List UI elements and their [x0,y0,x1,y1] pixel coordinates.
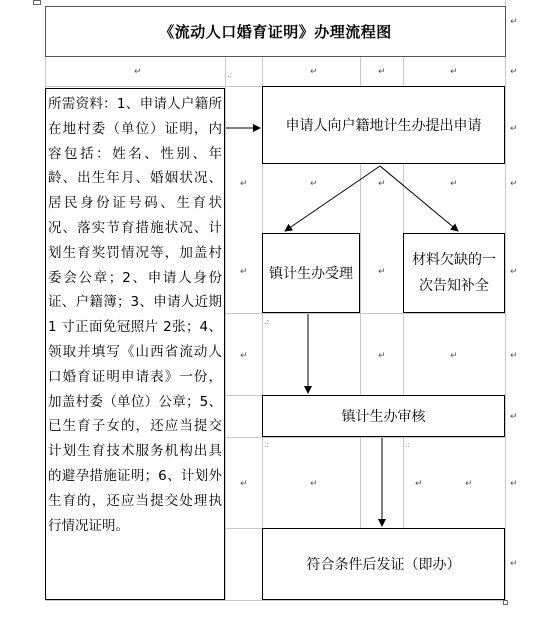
paragraph-mark: ↵ [310,67,318,77]
flow-step-incomplete-label: 材料欠缺的一次告知补全 [412,252,496,294]
cell-marker: .: [405,440,411,449]
table-end-marker [503,600,508,605]
cell-marker: .: [227,70,233,79]
paragraph-mark: ↵ [240,351,248,361]
paragraph-mark: ↵ [510,267,518,277]
flow-step-review-label: 镇计生办审核 [341,409,426,425]
paragraph-mark: ↵ [465,479,473,489]
paragraph-mark: ↵ [510,559,518,569]
paragraph-mark: ↵ [450,67,458,77]
cell-marker: .: [264,440,270,449]
paragraph-mark: ↵ [134,67,142,77]
paragraph-mark: ↵ [378,179,386,189]
flow-step-apply-label: 申请人向户籍地计生办提出申请 [285,118,482,134]
paragraph-mark: ↵ [310,479,318,489]
paragraph-mark: ↵ [510,124,518,134]
flow-step-issue-label: 符合条件后发证（即办） [306,557,461,573]
flow-step-accept-label: 镇计生办受理 [269,266,353,282]
requirements-text: 所需资料：1、申请人户籍所在地村委（单位）证明，内容包括：姓名、性别、年龄、出生年月、婚姻状况、居民身份证号码、生育状况、落实节育措施状况、计划生育奖罚情况等，加盖村委会公章；2、申请人身份证、户籍簿；3、申请人近期 1 寸正面免冠照片 2张；4、领取并填写《山西省流动人口婚育证明申请表》一份，加盖村委（单位）公章；5、已生育子女的，还应当提交计划生育技术服务机构出具的避孕措施证明；6、计划外生育的，还应当提交处理执行情况证明。 [48,96,222,534]
paragraph-mark: ↵ [240,179,248,189]
paragraph-mark: ↵ [510,412,518,422]
paragraph-mark: ↵ [378,267,386,277]
paragraph-mark: ↵ [378,67,386,77]
paragraph-mark: ↵ [510,479,518,489]
paragraph-mark: ↵ [510,67,518,77]
paragraph-mark: ↵ [415,479,423,489]
paragraph-mark: ↵ [510,351,518,361]
arrow-apply-to-incomplete [380,166,458,231]
paragraph-mark: ↵ [240,267,248,277]
page-title: 《流动人口婚育证明》办理流程图 [45,6,506,57]
paragraph-mark: ↵ [510,17,518,27]
paragraph-mark: ↵ [450,351,458,361]
paragraph-mark: ↵ [240,479,248,489]
paragraph-mark: ↵ [310,179,318,189]
paragraph-mark: ↵ [450,179,458,189]
cell-marker: .: [264,317,270,326]
arrow-apply-to-accept [285,166,380,231]
paragraph-mark: ↵ [510,179,518,189]
paragraph-mark: ↵ [378,351,386,361]
